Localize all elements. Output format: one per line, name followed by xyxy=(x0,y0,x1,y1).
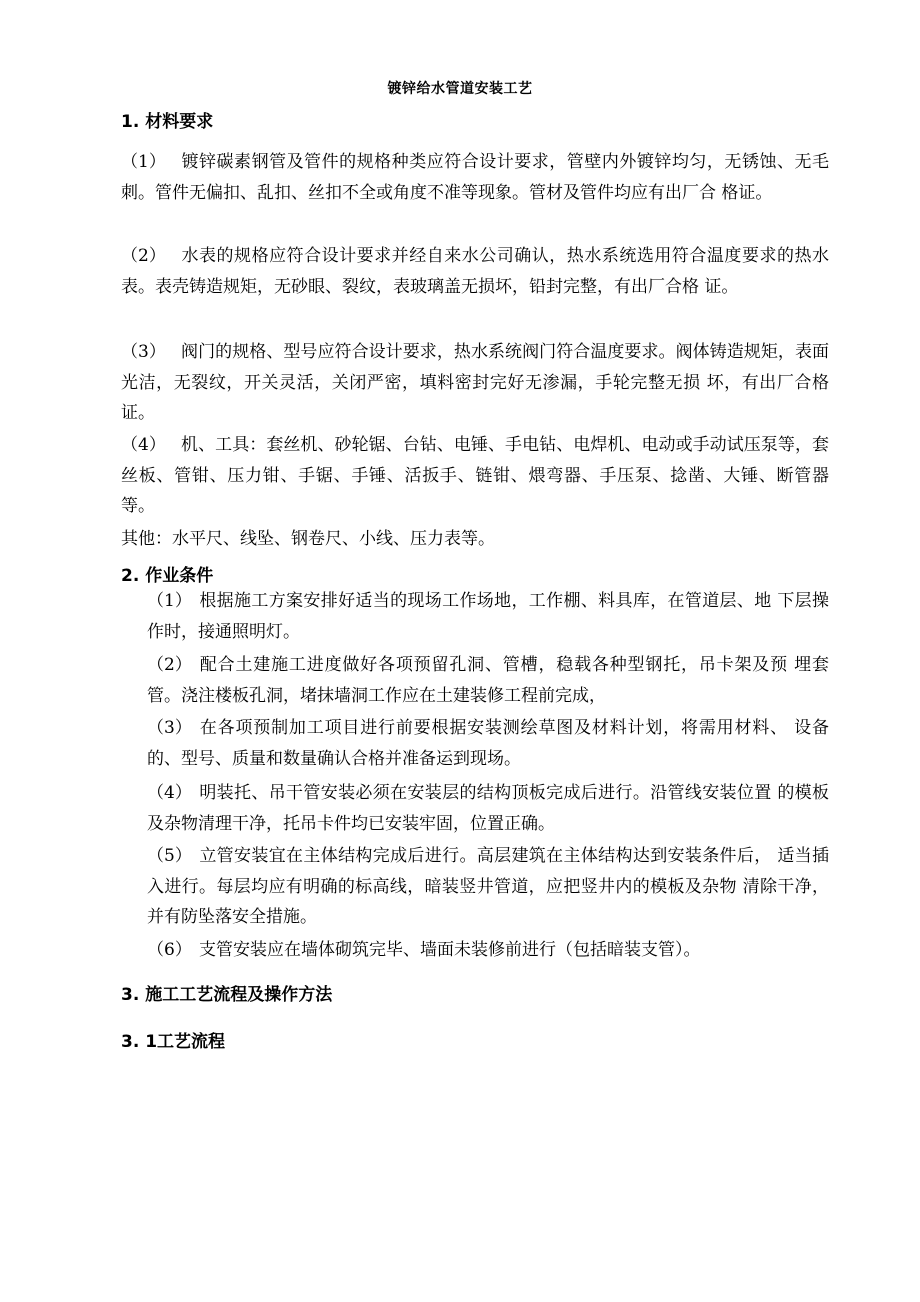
section-heading-process: 3. 施工工艺流程及操作方法 xyxy=(121,985,333,1005)
item-number: （4） xyxy=(147,783,192,803)
subsection-heading-flow: 3. 1工艺流程 xyxy=(121,1032,226,1052)
item-text: 水表的规格应符合设计要求并经自来水公司确认，热水系统选用符合温度要求的热水表。表壳铸造规矩，无砂眼、裂纹，表玻璃盖无损坏，铅封完整，有出厂合格 证。 xyxy=(121,246,829,297)
paragraph-materials-3 xyxy=(121,337,829,429)
item-number: （2） xyxy=(121,246,166,266)
paragraph-conditions-3 xyxy=(121,713,829,774)
paragraph-materials-4 xyxy=(121,430,829,522)
paragraph-conditions-4 xyxy=(121,778,829,839)
paragraph-materials-2 xyxy=(121,241,829,302)
item-number: （5） xyxy=(147,846,192,866)
paragraph-conditions-1 xyxy=(121,586,829,647)
item-number: （6） xyxy=(147,940,192,960)
paragraph-other-tools: 其他：水平尺、线坠、钢卷尺、小线、压力表等。 xyxy=(121,529,495,549)
item-text: 镀锌碳素钢管及管件的规格种类应符合设计要求，管壁内外镀锌均匀，无锈蚀、无毛刺。管件无偏扣、乱扣、丝扣不全或角度不准等现象。管材及管件均应有出厂合 格证。 xyxy=(121,152,829,203)
paragraph-materials-1 xyxy=(121,147,829,208)
item-text: 阀门的规格、型号应符合设计要求，热水系统阀门符合温度要求。阀体铸造规矩，表面光洁，无裂纹，开关灵活，关闭严密，填料密封完好无渗漏，手轮完整无损 坏，有出厂合格证。 xyxy=(121,342,829,423)
item-text: 支管安装应在墙体砌筑完毕、墙面未装修前进行（包括暗装支管）。 xyxy=(199,940,701,960)
item-text: 立管安装宜在主体结构完成后进行。高层建筑在主体结构达到安装条件后， 适当插入进行。每层均应有明确的标高线，暗装竖井管道，应把竖井内的模板及杂物 清除干净，并有防坠落安全措施。 xyxy=(147,846,829,927)
item-text: 配合土建施工进度做好各项预留孔洞、管槽，稳载各种型钢托，吊卡架及预 埋套管。浇注楼板孔洞，堵抹墙洞工作应在土建装修工程前完成， xyxy=(147,655,829,706)
paragraph-conditions-5 xyxy=(121,841,829,933)
document-title: 镀锌给水管道安装工艺 xyxy=(387,81,533,97)
section-heading-materials: 1. 材料要求 xyxy=(121,112,214,132)
paragraph-conditions-6 xyxy=(121,935,829,966)
item-number: （2） xyxy=(147,655,192,675)
paragraph-conditions-2 xyxy=(121,650,829,711)
item-number: （1） xyxy=(147,591,192,611)
item-number: （3） xyxy=(147,718,192,738)
item-text: 机、工具：套丝机、砂轮锯、台钻、电锤、手电钻、电焊机、电动或手动试压泵等，套丝板、管钳、压力钳、手锯、手锤、活扳手、链钳、煨弯器、手压泵、捻凿、大锤、断管器等。 xyxy=(121,435,829,516)
item-number: （4） xyxy=(121,435,166,455)
item-text: 根据施工方案安排好适当的现场工作场地，工作棚、料具库，在管道层、地 下层操作时，接通照明灯。 xyxy=(147,591,829,642)
item-text: 在各项预制加工项目进行前要根据安装测绘草图及材料计划，将需用材料、 设备的、型号、质量和数量确认合格并准备运到现场。 xyxy=(147,718,829,769)
item-text: 明装托、吊干管安装必须在安装层的结构顶板完成后进行。沿管线安装位置 的模板及杂物清理干净，托吊卡件均已安装牢固，位置正确。 xyxy=(147,783,829,834)
section-heading-conditions: 2. 作业条件 xyxy=(121,566,214,586)
item-number: （1） xyxy=(121,152,166,172)
item-number: （3） xyxy=(121,342,166,362)
